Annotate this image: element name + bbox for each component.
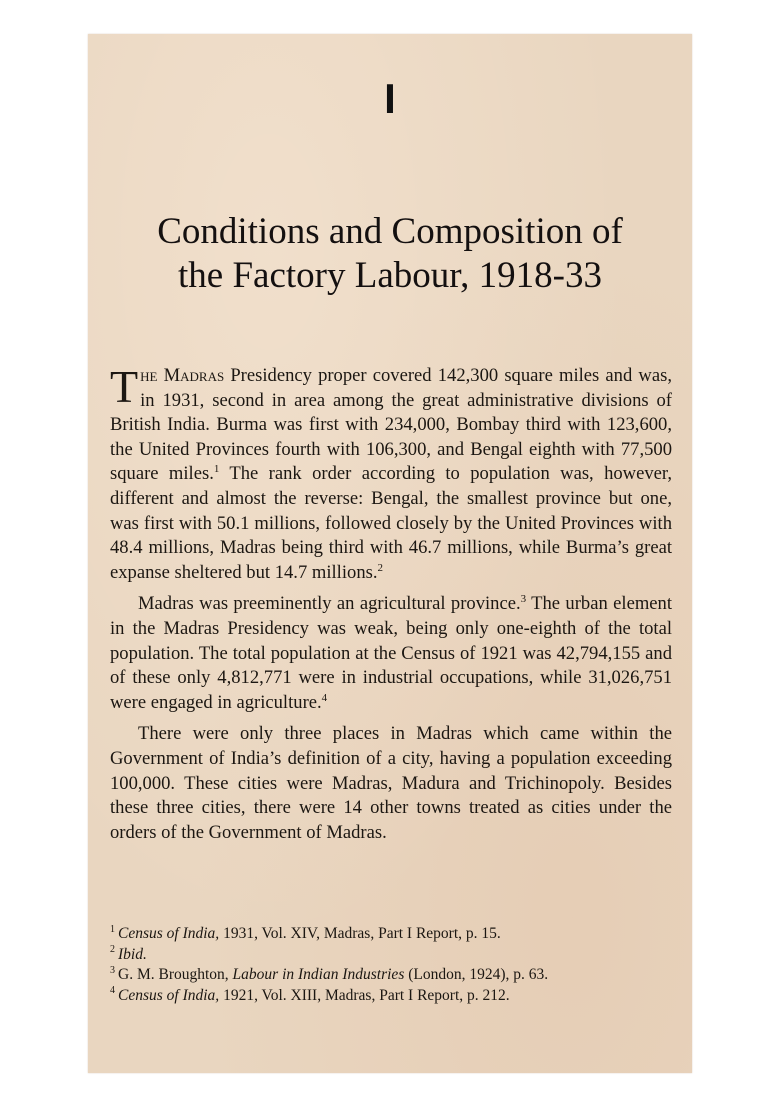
footnote-2 xyxy=(110,945,672,966)
footnote-3 xyxy=(110,965,672,986)
footnote-number: 2 xyxy=(110,944,115,956)
paragraph-text: Presidency proper covered 142,300 square miles and was, in 1931, second in area among the great administrative divisions of British India. Burma was first with 234,000, Bombay third with 123,600, the United Provinces fourth with 106,300, and Bengal eighth with 77,500 square miles. xyxy=(110,365,672,485)
paragraph-1 xyxy=(110,361,673,585)
footnotes xyxy=(110,924,672,1006)
footnote-italic: Census of India, xyxy=(118,986,220,1004)
chapter-title-line-2: the Factory Labour, 1918-33 xyxy=(178,255,602,296)
paragraph-text: The urban element in the Madras Presidency was weak, being only one-eighth of the total population. The total population at the Census of 1921 was 42,794,155 and of these only 4,812,771 were in industrial occupations, while 31,026,751 were engaged in agriculture. xyxy=(110,593,672,713)
footnote-text: (London, 1924), p. 63. xyxy=(404,966,549,983)
paragraph-2 xyxy=(110,592,672,715)
footnote-text: 1931, Vol. XIV, Madras, Part I Report, p. 15. xyxy=(219,925,501,942)
paragraph-3 xyxy=(110,722,672,845)
footnote-1 xyxy=(110,924,672,945)
chapter-title xyxy=(88,210,692,298)
paragraph-text: Madras was preeminently an agricultural province. xyxy=(138,593,521,615)
chapter-number: I xyxy=(384,75,396,122)
footnote-text: G. M. Broughton, xyxy=(118,966,233,983)
footnote-ref: 2 xyxy=(377,561,383,574)
footnote-italic: Ibid. xyxy=(118,945,147,963)
smallcaps-lead: he Madras xyxy=(140,365,225,386)
footnote-number: 1 xyxy=(110,923,115,935)
footnote-ref: 3 xyxy=(520,593,527,606)
chapter-title-line-1: Conditions and Composition of xyxy=(157,211,623,252)
footnote-text: 1921, Vol. XIII, Madras, Part I Report, p. 212. xyxy=(219,986,510,1004)
paragraph-text: There were only three places in Madras which came within the Government of India’s definition of a city, having a population exceeding 100,000. These cities were Madras, Madura and Trichinopoly. Besides these three cities, there were 14 other towns treated as cities under the orders of the Government of Madras. xyxy=(110,723,672,843)
drop-cap: T xyxy=(110,361,139,412)
paragraph-text: The rank order according to population was, however, different and almost the reverse: Bengal, the smallest province but one, was first with 50.1 millions, followed closely by the United Provinces with 48.4 millions, Madras being third with 46.7 millions, while Burma’s great expanse sheltered but 14.7 millions. xyxy=(110,463,673,583)
body-text xyxy=(110,361,673,852)
footnote-ref: 4 xyxy=(321,691,328,704)
footnote-italic: Labour in Indian Industries xyxy=(232,966,405,983)
footnote-4 xyxy=(110,986,672,1007)
footnote-ref: 1 xyxy=(213,463,220,476)
footnote-number: 4 xyxy=(110,985,115,997)
footnote-italic: Census of India, xyxy=(118,925,220,942)
book-page xyxy=(88,34,692,1073)
footnote-number: 3 xyxy=(110,964,115,976)
